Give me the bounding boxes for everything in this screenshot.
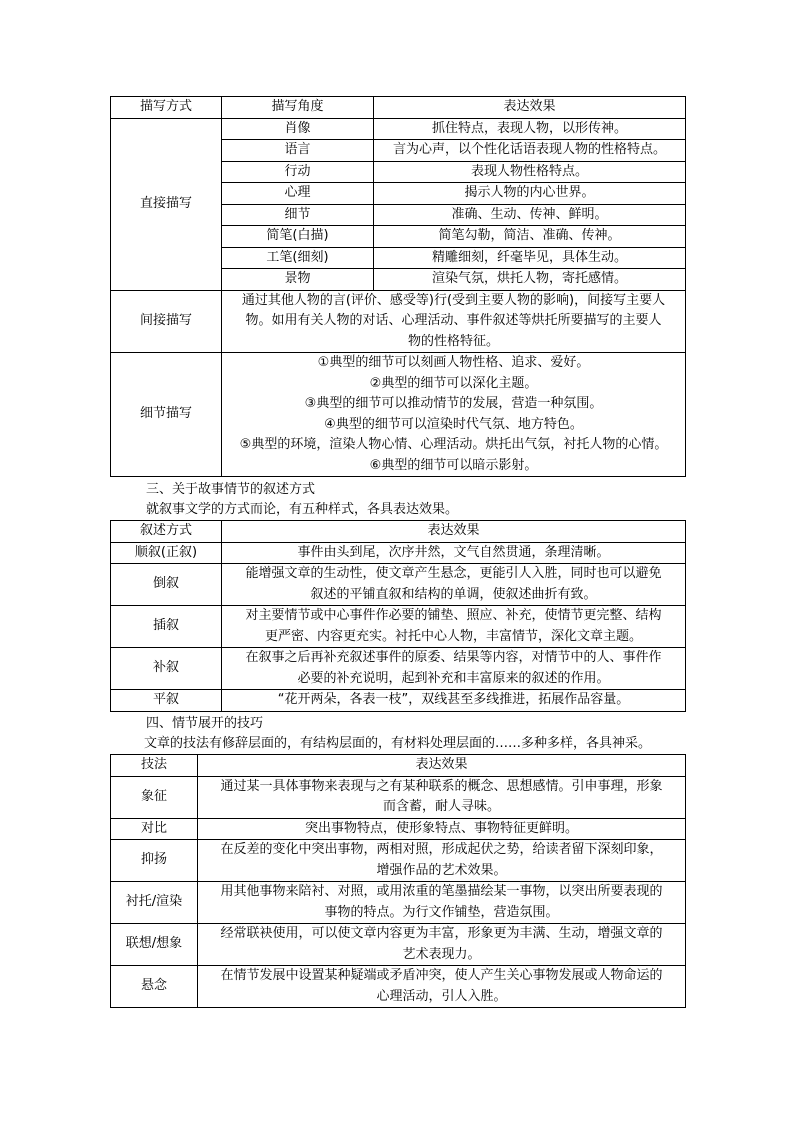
effect-line: ②典型的细节可以深化主题。 bbox=[369, 375, 538, 391]
method-cell: 象征 bbox=[111, 776, 198, 818]
detail-description-label: 细节描写 bbox=[111, 353, 222, 477]
method-cell: 补叙 bbox=[111, 648, 222, 690]
angle-cell: 肖像 bbox=[222, 118, 374, 140]
plot-techniques-table bbox=[110, 754, 686, 1008]
angle-cell: 语言 bbox=[222, 140, 374, 162]
effect-line: 更严密、内容更充实。衬托中心人物，丰富情节，深化文章主题。 bbox=[264, 628, 642, 644]
effect-line: 在情节发展中设置某种疑端或矛盾冲突，使人产生关心事物发展或人物命运的 bbox=[220, 968, 663, 983]
angle-cell: 景物 bbox=[222, 269, 374, 291]
table-row bbox=[111, 542, 686, 564]
effect-line: ⑥典型的细节可以暗示影射。 bbox=[369, 457, 538, 473]
table-header-cell: 表达效果 bbox=[198, 755, 686, 777]
table-row bbox=[111, 818, 686, 840]
table-header-cell: 叙述方式 bbox=[111, 521, 222, 543]
effect-cell bbox=[198, 966, 686, 1008]
effect-cell bbox=[198, 840, 686, 882]
effect-line: 心理活动，引人入胜。 bbox=[376, 988, 507, 1004]
effect-line: 通过某一具体事物来表现与之有某种联系的概念、思想感情。引申事理，形象 bbox=[220, 778, 663, 794]
method-cell: 悬念 bbox=[111, 966, 198, 1008]
effect-cell bbox=[222, 648, 686, 690]
effect-line: 在反差的变化中突出事物，两相对照，形成起伏之势，给读者留下深刻印象， bbox=[220, 842, 663, 857]
section3-heading: 三、关于故事情节的叙述方式 bbox=[146, 482, 316, 497]
effect-line: ①典型的细节可以刻画人物性格、追求、爱好。 bbox=[317, 355, 590, 370]
method-cell: 平叙 bbox=[111, 690, 222, 712]
description-methods-table bbox=[110, 96, 686, 477]
effect-cell bbox=[198, 818, 686, 840]
effect-cell: 简笔勾勒，简洁、准确、传神。 bbox=[374, 226, 686, 248]
narration-methods-table bbox=[110, 520, 686, 712]
table-row bbox=[111, 648, 686, 690]
effect-line: 必要的补充说明，起到补充和丰富原来的叙述的作用。 bbox=[297, 670, 610, 686]
indirect-description-label: 间接描写 bbox=[111, 290, 222, 353]
method-cell: 倒叙 bbox=[111, 564, 222, 606]
effect-line: 物。如用有关人物的对话、心理活动、事件叙述等烘托所要描写的主要人 bbox=[245, 313, 662, 328]
indirect-effect-cell bbox=[222, 290, 686, 353]
angle-cell: 心理 bbox=[222, 183, 374, 205]
effect-cell: 抓住特点，表现人物，以形传神。 bbox=[374, 118, 686, 140]
angle-cell: 工笔(细刻) bbox=[222, 247, 374, 269]
angle-cell: 行动 bbox=[222, 161, 374, 183]
detail-effect-cell bbox=[222, 353, 686, 477]
method-cell: 联想/想象 bbox=[111, 924, 198, 966]
table-row bbox=[111, 353, 686, 477]
effect-cell: 精雕细刻，纤毫毕见，具体生动。 bbox=[374, 247, 686, 269]
section4-heading: 四、情节展开的技巧 bbox=[146, 716, 264, 731]
effect-line: ⑤典型的环境，渲染人物心情、心理活动。烘托出气氛，衬托人物的心情。 bbox=[239, 437, 668, 452]
effect-cell bbox=[222, 690, 686, 712]
effect-cell: 表现人物性格特点。 bbox=[374, 161, 686, 183]
effect-cell: 揭示人物的内心世界。 bbox=[374, 183, 686, 205]
method-cell: 对比 bbox=[111, 818, 198, 840]
table-row bbox=[111, 606, 686, 648]
table-row bbox=[111, 924, 686, 966]
effect-cell: 准确、生动、传神、鲜明。 bbox=[374, 204, 686, 226]
method-cell: 抑扬 bbox=[111, 840, 198, 882]
effect-line: 对主要情节或中心事件作必要的铺垫、照应、补充，使情节更完整、结构 bbox=[245, 608, 662, 623]
angle-cell: 细节 bbox=[222, 204, 374, 226]
table-header-row bbox=[111, 755, 686, 777]
table-header-cell: 表达效果 bbox=[374, 97, 686, 119]
effect-line: 增强作品的艺术效果。 bbox=[376, 862, 507, 878]
table-row bbox=[111, 118, 686, 140]
method-cell: 插叙 bbox=[111, 606, 222, 648]
table-header-cell: 技法 bbox=[111, 755, 198, 777]
table-row bbox=[111, 840, 686, 882]
effect-cell: 言为心声，以个性化话语表现人物的性格特点。 bbox=[374, 140, 686, 162]
effect-line: 艺术表现力。 bbox=[402, 946, 481, 962]
table-header-cell: 描写角度 bbox=[222, 97, 374, 119]
effect-line: 事物的特点。为行文作铺垫，营造氛围。 bbox=[324, 904, 559, 920]
effect-line: 通过其他人物的言(评价、感受等)行(受到主要人物的影响)，间接写主要人 bbox=[241, 292, 666, 308]
effect-line: 突出事物特点，使形象特点、事物特征更鲜明。 bbox=[304, 820, 578, 836]
method-cell: 衬托/渲染 bbox=[111, 882, 198, 924]
effect-line: 叙述的平铺直叙和结构的单调，使叙述曲折有致。 bbox=[310, 586, 597, 602]
section4-intro: 文章的技法有修辞层面的，有结构层面的，有材料处理层面的……多种多样，各具神采。 bbox=[144, 736, 652, 751]
effect-cell: 渲染气氛，烘托人物，寄托感情。 bbox=[374, 269, 686, 291]
section3-intro: 就叙事文学的方式而论，有五种样式，各具表达效果。 bbox=[146, 502, 459, 517]
table-header-cell: 表达效果 bbox=[222, 521, 686, 543]
effect-line: 事件由头到尾，次序井然，文气自然贯通，条理清晰。 bbox=[297, 544, 610, 560]
effect-line: 能增强文章的生动性，使文章产生悬念，更能引人入胜，同时也可以避免 bbox=[245, 566, 662, 581]
method-cell: 顺叙(正叙) bbox=[111, 542, 222, 564]
table-header-cell: 描写方式 bbox=[111, 97, 222, 119]
effect-line: 用其他事物来陪衬、对照，或用浓重的笔墨描绘某一事物，以突出所要表现的 bbox=[220, 884, 663, 899]
effect-line: “花开两朵，各表一枝”，双线甚至多线推进，拓展作品容量。 bbox=[277, 692, 630, 707]
effect-cell bbox=[222, 564, 686, 606]
table-row bbox=[111, 564, 686, 606]
effect-line: 物的性格特征。 bbox=[407, 333, 499, 349]
effect-cell bbox=[198, 776, 686, 818]
effect-line: ③典型的细节可以推动情节的发展，营造一种氛围。 bbox=[304, 396, 603, 411]
effect-line: ④典型的细节可以渲染时代气氛、地方特色。 bbox=[324, 416, 583, 432]
effect-line: 而含蓄，耐人寻味。 bbox=[382, 799, 500, 814]
table-header-row bbox=[111, 521, 686, 543]
effect-cell bbox=[198, 924, 686, 966]
table-row bbox=[111, 966, 686, 1008]
table-row bbox=[111, 290, 686, 353]
table-row bbox=[111, 690, 686, 712]
table-row bbox=[111, 882, 686, 924]
angle-cell: 简笔(白描) bbox=[222, 226, 374, 248]
effect-cell bbox=[198, 882, 686, 924]
effect-line: 经常联袂使用，可以使文章内容更为丰富，形象更为丰满、生动，增强文章的 bbox=[220, 926, 663, 941]
effect-cell bbox=[222, 606, 686, 648]
effect-line: 在叙事之后再补充叙述事件的原委、结果等内容，对情节中的人、事件作 bbox=[245, 650, 662, 665]
effect-cell bbox=[222, 542, 686, 564]
table-header-row bbox=[111, 97, 686, 119]
direct-description-label: 直接描写 bbox=[111, 118, 222, 290]
table-row bbox=[111, 776, 686, 818]
